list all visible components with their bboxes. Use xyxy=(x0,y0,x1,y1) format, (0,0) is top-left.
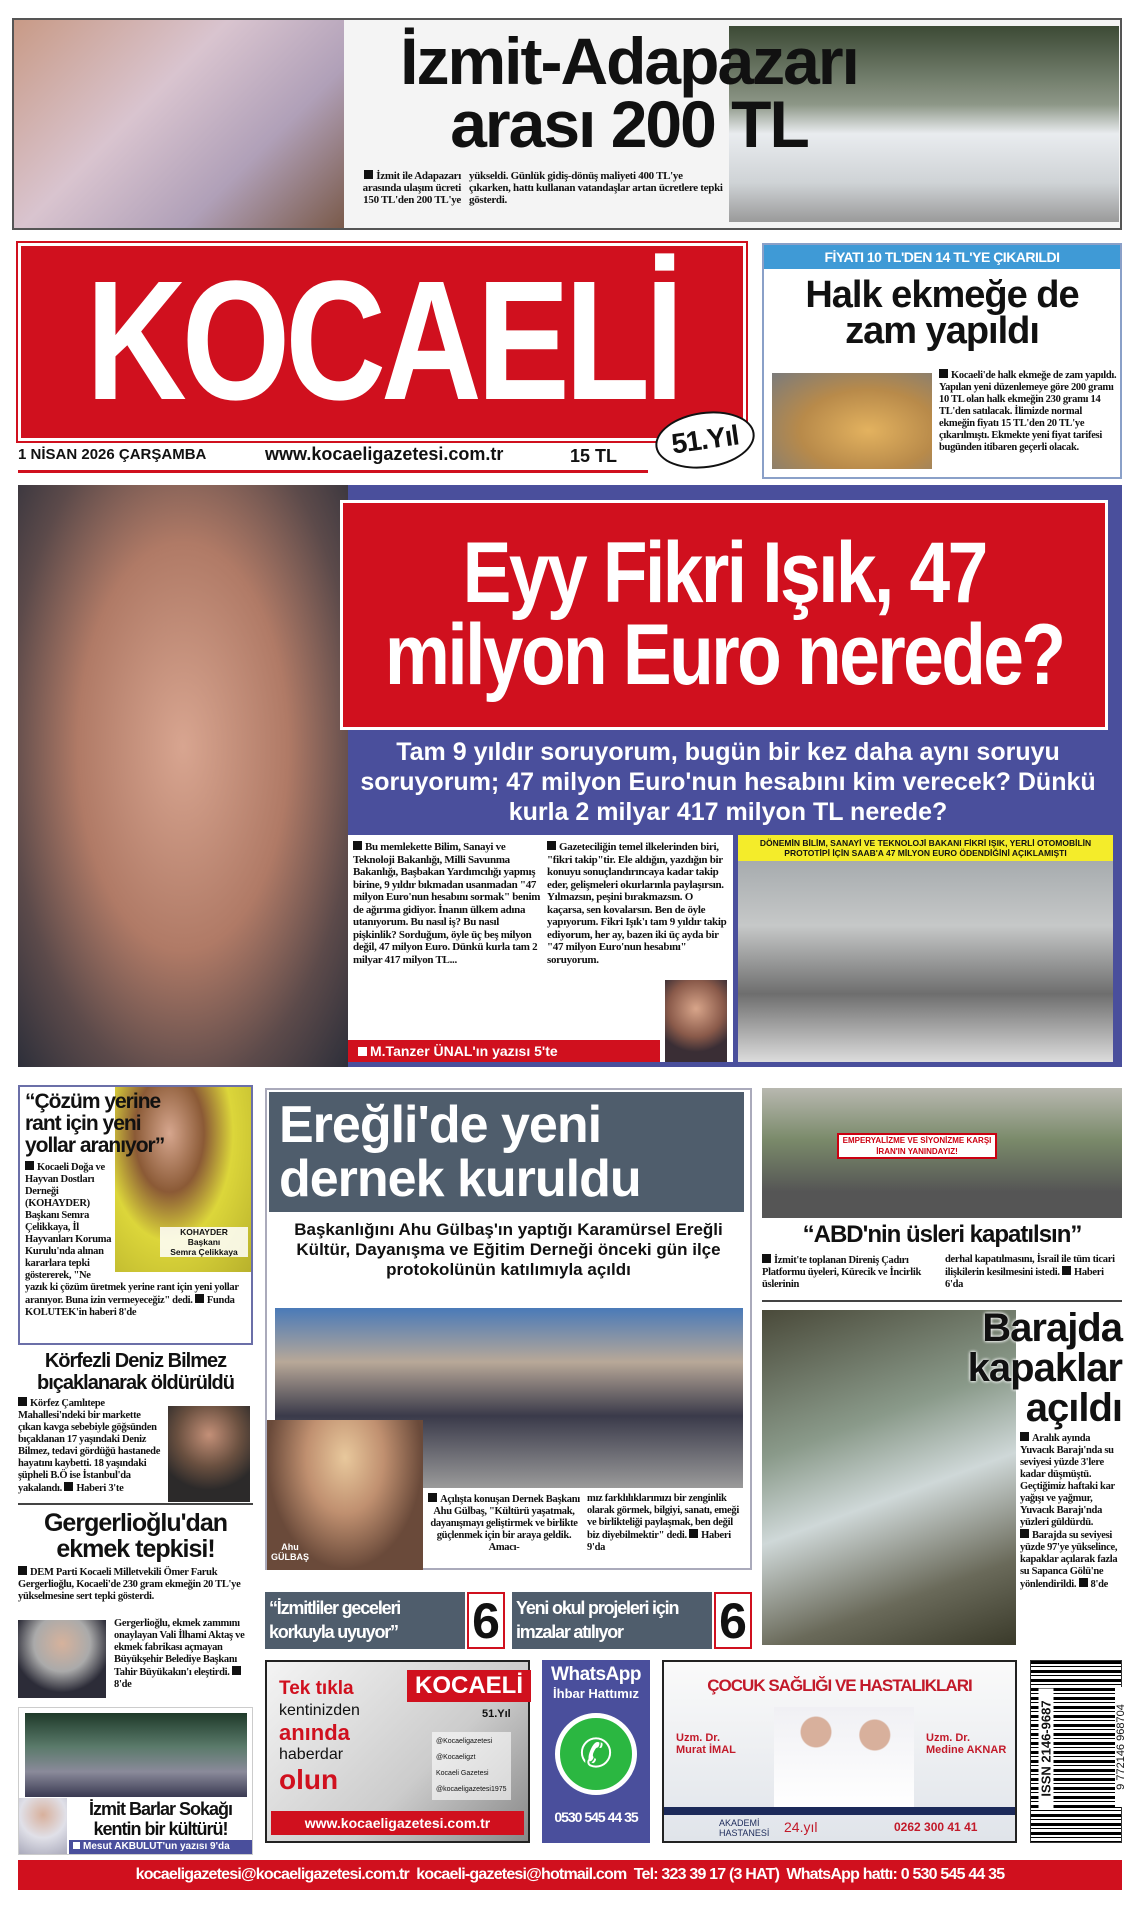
abd-rule xyxy=(762,1300,1122,1302)
bread-story xyxy=(762,243,1122,479)
masthead-logo[interactable]: KOCAELİ xyxy=(18,243,746,441)
ad-line: olun xyxy=(279,1764,339,1795)
ad-line: Tek tıkla xyxy=(279,1678,354,1699)
barlar-byline[interactable]: Mesut AKBULUT'un yazısı 9'da xyxy=(69,1840,252,1854)
masthead-date: 1 NİSAN 2026 ÇARŞAMBA xyxy=(18,446,207,463)
eregli-subhead: Başkanlığını Ahu Gülbaş'ın yaptığı Karamürsel Ereğli Kültür, Dayanışma ve Eğitim Derneği önceki gün ilçe protokolünün katılımıyla açıldı xyxy=(294,1220,723,1279)
masthead-price: 15 TL xyxy=(570,446,618,466)
korfez-text: Körfez Çamlıtepe Mahallesi'ndeki bir markette çıkan kavga sebebiyle göğsünden bıçaklanan 17 yaşındaki Deniz Bilmez, tedavi gördüğü hastanede hayatını kaybetti. 18 yaşındaki şüpheli B.Ö ise İstanbul'da yakalandı. Haberi 3'te xyxy=(18,1398,161,1494)
doctors-photo xyxy=(774,1707,914,1807)
main-story xyxy=(18,485,1122,1067)
kohayder-story xyxy=(18,1085,253,1345)
abd-col1: İzmit'te toplanan Direniş Çadırı Platformu üyeleri, Kürecik ve İncirlik üslerinin xyxy=(762,1255,922,1290)
anniversary-badge: 51.Yıl xyxy=(652,405,759,474)
eregli-story xyxy=(265,1088,752,1570)
gergerlioglu-photo xyxy=(18,1620,106,1698)
whatsapp-title: WhatsApp xyxy=(551,1664,641,1685)
baraj-headline: Barajda kapaklar açıldı xyxy=(967,1306,1122,1430)
main-col1: Bu memlekette Bilim, Sanayi ve Teknoloji Bakanlığı, Milli Savunma Bakanlığı, Başbakan Yardımcılığı yapmış birine, 9 yıldır bıkmadan usanmadan "47 milyon Euro'nun hesabını sormak" benim de ağırıma gidiyor. İnanın ülkem adına utanıyorum. Bu nasıl iş? Bu nasıl pişkinlik? Sorduğum, öyle üç beş milyon değil, 47 milyon Euro. Dünkü kurla tam 2 milyar 417 milyon TL... xyxy=(353,841,541,966)
issn-barcode xyxy=(1030,1660,1127,1843)
hospital-ad[interactable] xyxy=(662,1660,1017,1843)
main-col2: Gazeteciliğin temel ilkelerinden biri, "fikri takip"tir. Ele aldığın, yazdığın bir konuyu sonuçlandırıncaya kadar takip eder, gelişmeleri okurlarınla paylaşırsın. Yılmazsın, peşini bırakmazsın. O kaçarsa, sen kovalarsın. Ben de öyle yapıyorum. Fikri Işık'ı tam 9 yıldır takip ediyorum, her ay, bazen iki üç ayda bir "47 milyon Euro'nun hesabını" soruyorum. xyxy=(547,841,727,1062)
ad-line: haberdar xyxy=(279,1746,344,1763)
hospital-phone: 0262 300 41 41 xyxy=(894,1820,978,1834)
barlar-street-photo xyxy=(25,1713,247,1797)
ad-line: anında xyxy=(279,1720,350,1745)
social-facebook[interactable]: @Kocaeligazetesi xyxy=(436,1738,493,1745)
ahu-gulbas-photo xyxy=(267,1420,423,1570)
money-photo xyxy=(14,20,344,228)
bread-headline: Halk ekmeğe de zam yapıldı xyxy=(805,274,1079,353)
eregli-headline: Ereğli'de yeni dernek kuruldu xyxy=(269,1092,744,1212)
fikri-isik-photo xyxy=(18,485,348,1067)
hospital-brand: AKADEMİ HASTANESİ xyxy=(719,1818,770,1838)
top-text-col1: İzmit ile Adapazarı arasında ulaşım ücreti 150 TL'den 200 TL'ye xyxy=(362,170,461,206)
ad-logo: KOCAELİ xyxy=(407,1670,531,1702)
main-headline-box: Eyy Fikri Işık, 47 milyon Euro nerede? xyxy=(340,500,1108,730)
gergerlioglu-text2: Gergerlioğlu, ekmek zammını onaylayan Vali İlhami Aktaş ve ekmek fabrikası açmayan Büyükşehir Belediye Başkanı Tahir Büyükakın'ı eleştirdi. 8'de xyxy=(114,1618,245,1690)
kohayder-caption: KOHAYDER Başkanı Semra Çelikkaya xyxy=(160,1227,248,1257)
whatsapp-icon: ✆ xyxy=(555,1713,637,1795)
gergerlioglu-story xyxy=(18,1510,253,1702)
protest-photo xyxy=(762,1088,1122,1218)
baraj-text: Aralık ayında Yuvacık Barajı'nda su seviyesi yüzde 3'lere kadar düşmüştü. Geçtiğimiz haftaki kar yağışı ve yağmur, Yuvacık Barajı'nda yüzleri güldürdü. Barajda su seviyesi yüzde 97'ye yükselince, kapaklar açılarak fazla su Sapanca Gölü'ne yönlendirildi. 8'de xyxy=(1020,1433,1118,1590)
gergerlioglu-text1: DEM Parti Kocaeli Milletvekili Ömer Faruk Gergerlioğlu, Kocaeli'de 230 gram ekmeğin 20 TL'ye yükselmesine sert tepki gösterdi. xyxy=(18,1567,241,1602)
gergerlioglu-headline: Gergerlioğlu'dan ekmek tepkisi! xyxy=(43,1509,228,1563)
kocaeli-app-ad[interactable] xyxy=(265,1660,530,1843)
abd-headline: “ABD'nin üsleri kapatılsın” xyxy=(802,1221,1082,1248)
whatsapp-phone: 0530 545 44 35 xyxy=(554,1809,638,1825)
main-byline[interactable]: M.Tanzer ÜNAL'ın yazısı 5'te xyxy=(348,1040,660,1062)
hospital-title: ÇOCUK SAĞLIĞI VE HASTALIKLARI xyxy=(707,1676,972,1695)
bread-photo xyxy=(772,373,932,469)
hospital-bar xyxy=(664,1807,1015,1815)
hospital-years: 24.yıl xyxy=(784,1819,818,1835)
bread-kicker: FİYATI 10 TL'DEN 14 TL'YE ÇIKARILDI xyxy=(764,245,1120,269)
kohayder-text: Kocaeli Doğa ve Hayvan Dostları Derneği (KOHAYDER) Başkanı Semra Çelikkaya, İl Hayvanları Koruma Kurulu'nda alınan kararlara tepki göstererek, "Ne yazık ki çözüm üretmek yerine rant için yeni yollar aranıyor. Buna izin vermeyeceğiz" dedi. Funda KOLUTEK'in haberi 8'de xyxy=(25,1162,239,1318)
social-instagram[interactable]: @kocaeligazetesi1975 xyxy=(436,1786,507,1793)
columnist-photo xyxy=(665,980,727,1062)
mesut-akbulut-photo xyxy=(19,1798,67,1854)
doctor2-label: Uzm. Dr. Medine AKNAR xyxy=(926,1732,1007,1756)
ad-social-list xyxy=(432,1732,511,1800)
issn-label: ISSN 2146-9687 xyxy=(1039,1689,1054,1809)
masthead-website[interactable]: www.kocaeligazetesi.com.tr xyxy=(265,444,504,464)
main-subhead: Tam 9 yıldır soruyorum, bugün bir kez daha aynı soruyu soruyorum; 47 milyon Euro'nun hesabını kim verecek? Dünkü kurla 2 milyar 417 milyon TL nerede? xyxy=(360,738,1096,826)
social-twitter[interactable]: @Kocaeligzt xyxy=(436,1754,476,1761)
top-story xyxy=(12,18,1122,230)
teaser-okul[interactable]: Yeni okul projeleri için imzalar atılıyor 6 xyxy=(512,1592,752,1649)
protest-banner: EMPERYALİZME VE SİYONİZME KARŞI İRAN'IN YANINDAYIZ! xyxy=(837,1133,997,1159)
ad-url[interactable]: www.kocaeligazetesi.com.tr xyxy=(271,1811,524,1835)
barlar-story xyxy=(18,1707,253,1855)
footer-contact: kocaeligazetesi@kocaeligazetesi.com.tr kocaeli-gazetesi@hotmail.com Tel: 323 39 17 (3 HAT) WhatsApp hattı: 0 530 545 44 35 xyxy=(18,1860,1122,1890)
barcode-digits: 9 772146 968704 xyxy=(1115,1687,1127,1807)
abd-col2: derhal kapatılmasını, İsrail ile tüm ticari ilişkilerin kesilmesini istedi. Haberi 6'da xyxy=(945,1254,1115,1290)
eregli-col2: mız farklılıklarımızı bir zenginlik olarak görmek, bilgiyi, sanatı, emeği ve birlikteliği paylaşmak, ben değil biz diyebilmektir" dedi. Haberi 9'da xyxy=(587,1493,739,1553)
saab-caption: DÖNEMİN BİLİM, SANAYİ VE TEKNOLOJİ BAKANI FİKRİ IŞIK, YERLİ OTOMOBİLİN PROTOTİPİ İÇİN SAAB'A 47 MİLYON EURO ÖDENDİĞİNİ AÇIKLAMIŞTI xyxy=(738,835,1113,861)
bread-text: Kocaeli'de halk ekmeğe de zam yapıldı. Yapılan yeni düzenlemeye göre 200 gramı 10 TL olan halk ekmeğin 230 gramı 14 TL'den satılacak. İlimizde normal ekmeğin fiyatı 15 TL'den 20 TL'ye çıkarılmıştı. Ekmekte yeni fiyat tarifesi bugünden itibaren geçerli olacak. xyxy=(939,370,1117,453)
saab-photo xyxy=(738,835,1113,1062)
top-text-col2: yükseldi. Günlük gidiş-dönüş maliyeti 400 TL'ye çıkarken, hattı kullanan vatandaşlar artan ücretlere tepki gösterdi. xyxy=(469,170,723,206)
social-youtube[interactable]: Kocaeli Gazetesi xyxy=(436,1770,489,1777)
masthead-rule xyxy=(18,470,648,473)
eregli-col1: Açılışta konuşan Dernek Başkanı Ahu Gülbaş, "Kültürü yaşatmak, dayanışmayı geliştirmek ve birlikte güçlenmek için bir araya geldik. Amacı- xyxy=(427,1493,581,1554)
kohayder-headline: “Çözüm yerine rant için yeni yollar aranıyor” xyxy=(25,1090,165,1157)
korfez-headline: Körfezli Deniz Bilmez bıçaklanarak öldürüldü xyxy=(37,1350,234,1394)
korfez-story xyxy=(18,1350,253,1505)
teaser-page-number: 6 xyxy=(714,1592,752,1649)
teaser-page-number: 6 xyxy=(467,1592,505,1649)
whatsapp-subtitle: İhbar Hattımız xyxy=(553,1686,639,1701)
barlar-headline: İzmit Barlar Sokağı kentin bir kültürü! xyxy=(88,1799,233,1839)
ad-line: kentinizden xyxy=(279,1702,360,1719)
top-headline: İzmit-Adapazarı arası 200 TL xyxy=(400,24,858,161)
doctor1-label: Uzm. Dr. Murat İMAL xyxy=(676,1732,736,1756)
ad-year: 51.Yıl xyxy=(482,1708,511,1720)
ahu-gulbas-caption: Ahu GÜLBAŞ xyxy=(271,1542,309,1562)
teaser-izmitliler[interactable]: “İzmitliler geceleri korkuyla uyuyor” 6 xyxy=(265,1592,505,1649)
whatsapp-ad[interactable] xyxy=(542,1660,650,1843)
main-columns xyxy=(348,835,733,1062)
